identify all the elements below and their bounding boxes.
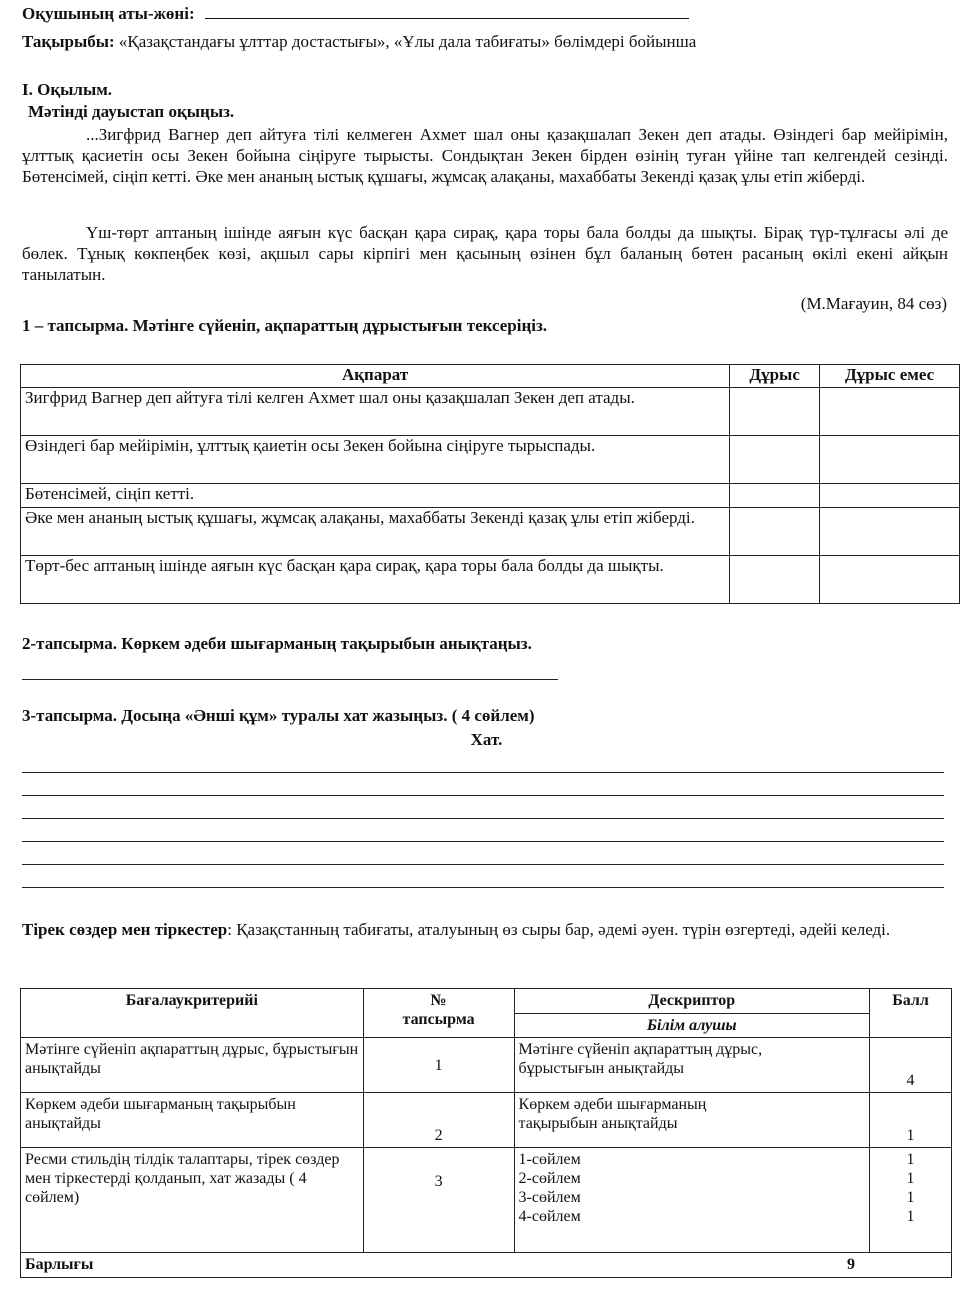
total-value: 9 xyxy=(847,1256,855,1273)
score-cell: 1 xyxy=(870,1093,952,1148)
letter-line[interactable] xyxy=(22,818,944,819)
task-number-cell: 1 xyxy=(363,1038,514,1093)
reading-paragraph-1: ...Зигфрид Вагнер деп айтуға тілі келмеген Ахмет шал оны қазақшалап Зекен деп атады. Өзіндегі бар мейірімін, ұлттық қасиетін осы Зекен бойына сіңіруге тырысты. Сондықтан Зекен бірден өзінің туған үйіне тап келгендей сезінді. Бөтенсімей, сіңіп кетті. Әке мен ананың ыстық құшағы, жұмсақ алақаны, махаббаты Зекенді қазақ ұлы етіп жіберді. xyxy=(22,125,948,186)
true-answer-cell[interactable] xyxy=(730,556,820,604)
table-row xyxy=(21,556,960,604)
header-descriptor: Дескриптор xyxy=(514,989,870,1014)
header-false: Дұрыс емес xyxy=(820,365,960,388)
student-name-row xyxy=(22,4,689,24)
letter-line[interactable] xyxy=(22,795,944,796)
true-answer-cell[interactable] xyxy=(730,436,820,484)
letter-line[interactable] xyxy=(22,864,944,865)
criteria-cell: Ресми стильдің тілдік талаптары, тірек сөздер мен тіркестерді қолданып, хат жазады ( 4 сөйлем) xyxy=(21,1148,364,1253)
rubric-header-row xyxy=(21,989,952,1014)
task-number-cell: 2 xyxy=(363,1093,514,1148)
table-row xyxy=(21,436,960,484)
support-words-text: : Қазақстанның табиғаты, аталуының өз сыры бар, әдемі әуен. түрін өзгертеді, әдейі келеді. xyxy=(227,920,891,939)
statement-cell: Зигфрид Вагнер деп айтуға тілі келген Ахмет шал оны қазақшалап Зекен деп атады. xyxy=(21,388,730,436)
score-line: 1 xyxy=(906,1189,915,1206)
table-row xyxy=(21,1093,952,1148)
header-descriptor-sub: Білім алушы xyxy=(514,1013,870,1038)
total-cell xyxy=(21,1253,952,1278)
score-line: 1 xyxy=(906,1151,915,1168)
score-line: 1 xyxy=(906,1208,915,1225)
descriptor-line: 2-сөйлем xyxy=(518,1170,581,1187)
support-words xyxy=(22,919,948,940)
true-answer-cell[interactable] xyxy=(730,388,820,436)
header-info: Ақпарат xyxy=(21,365,730,388)
table-row xyxy=(21,1038,952,1093)
task2-answer-line[interactable] xyxy=(22,679,558,680)
descriptor-line: 4-сөйлем xyxy=(518,1208,581,1225)
false-answer-cell[interactable] xyxy=(820,484,960,508)
header-score: Балл xyxy=(870,989,952,1038)
header-task-number-word: тапсырма xyxy=(402,1011,475,1028)
criteria-cell: Мәтінге сүйеніп ақпараттың дұрыс, бұрыстығын анықтайды xyxy=(21,1038,364,1093)
descriptor-line: 1-сөйлем xyxy=(518,1151,581,1168)
task1-title: 1 – тапсырма. Мәтінге сүйеніп, ақпараттың дұрыстығын тексеріңіз. xyxy=(22,316,548,335)
descriptor-line: Көркем әдеби шығарманың xyxy=(518,1096,707,1113)
descriptor-line: бұрыстығын анықтайды xyxy=(518,1060,685,1077)
task-number-cell: 3 xyxy=(363,1148,514,1253)
false-answer-cell[interactable] xyxy=(820,556,960,604)
header-true: Дұрыс xyxy=(730,365,820,388)
header-task-number-symbol: № xyxy=(430,992,447,1009)
score-line: 1 xyxy=(906,1170,915,1187)
table-row xyxy=(21,1148,952,1253)
task1-header-row xyxy=(21,365,960,388)
topic-label: Тақырыбы: xyxy=(22,32,115,51)
table-row xyxy=(21,508,960,556)
true-answer-cell[interactable] xyxy=(730,508,820,556)
topic-line xyxy=(22,32,696,52)
letter-line[interactable] xyxy=(22,772,944,773)
statement-cell: Өзіндегі бар мейірімін, ұлттық қаиетін осы Зекен бойына сіңіруге тырыспады. xyxy=(21,436,730,484)
student-name-label: Оқушының аты-жөні: xyxy=(22,4,195,23)
header-criteria: Бағалаукритерийі xyxy=(21,989,364,1038)
text-source: (М.Мағауин, 84 сөз) xyxy=(800,294,947,313)
total-row xyxy=(21,1253,952,1278)
score-cell xyxy=(870,1148,952,1253)
student-name-field[interactable] xyxy=(205,18,689,19)
letter-line[interactable] xyxy=(22,841,944,842)
descriptor-line: тақырыбын анықтайды xyxy=(518,1115,678,1132)
descriptor-line: 3-сөйлем xyxy=(518,1189,581,1206)
score-cell: 4 xyxy=(870,1038,952,1093)
false-answer-cell[interactable] xyxy=(820,388,960,436)
statement-cell: Әке мен ананың ыстық құшағы, жұмсақ алақаны, махаббаты Зекенді қазақ ұлы етіп жіберді. xyxy=(21,508,730,556)
reading-instruction: Мәтінді дауыстап оқыңыз. xyxy=(28,102,235,121)
descriptor-cell xyxy=(514,1148,870,1253)
letter-heading: Хат. xyxy=(470,730,503,749)
section-title: І. Оқылым. xyxy=(22,80,113,99)
task3-title: 3-тапсырма. Досыңа «Әнші құм» туралы хат жазыңыз. ( 4 сөйлем) xyxy=(22,706,535,725)
total-label: Барлығы xyxy=(25,1256,94,1273)
task2-title: 2-тапсырма. Көркем әдеби шығарманың тақырыбын анықтаңыз. xyxy=(22,634,532,653)
letter-line[interactable] xyxy=(22,887,944,888)
support-words-label: Тірек сөздер мен тіркестер xyxy=(22,920,228,939)
descriptor-line: Мәтінге сүйеніп ақпараттың дұрыс, xyxy=(518,1041,763,1058)
false-answer-cell[interactable] xyxy=(820,508,960,556)
false-answer-cell[interactable] xyxy=(820,436,960,484)
descriptor-cell xyxy=(514,1038,870,1093)
true-answer-cell[interactable] xyxy=(730,484,820,508)
statement-cell: Бөтенсімей, сіңіп кетті. xyxy=(21,484,730,508)
table-row xyxy=(21,484,960,508)
reading-paragraph-2: Үш-төрт аптаның ішінде аяғын күс басқан қара сирақ, қара торы бала болды да шықты. Бірақ түр-тұлғасы әлі де бөлек. Тұнық көкпеңбек көзі, ақшыл сары кірпігі мен қасының өзінен бұл баланың бөтен расаның өкілі екені айқын танылатын. xyxy=(22,223,948,284)
statement-cell: Төрт-бес аптаның ішінде аяғын күс басқан қара сирақ, қара торы бала болды да шықты. xyxy=(21,556,730,604)
topic-text: «Қазақстандағы ұлттар достастығы», «Ұлы дала табиғаты» бөлімдері бойынша xyxy=(114,32,697,51)
criteria-cell: Көркем әдеби шығарманың тақырыбын анықтайды xyxy=(21,1093,364,1148)
table-row xyxy=(21,388,960,436)
header-task-number xyxy=(363,989,514,1038)
task1-table xyxy=(20,364,960,604)
descriptor-cell xyxy=(514,1093,870,1148)
rubric-table xyxy=(20,988,952,1278)
